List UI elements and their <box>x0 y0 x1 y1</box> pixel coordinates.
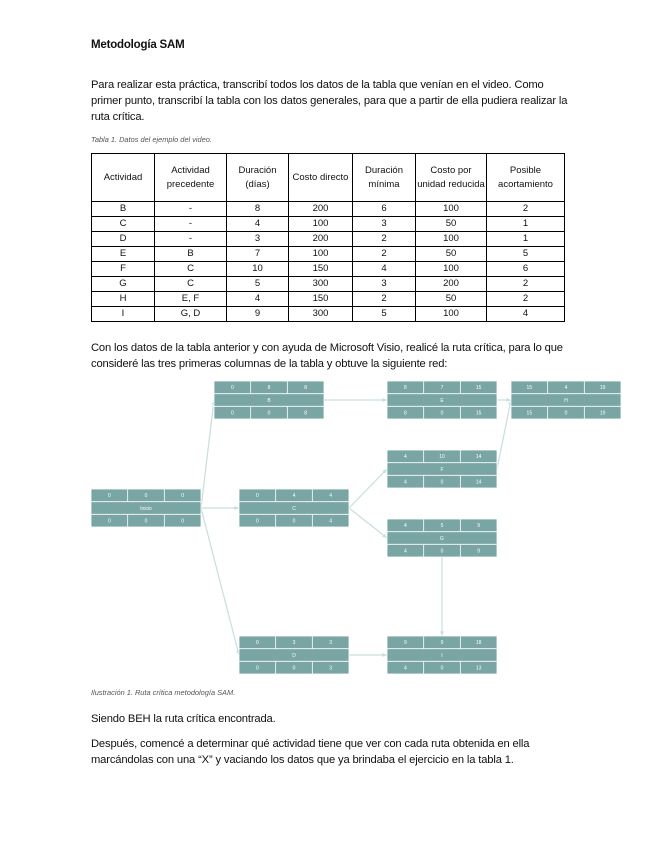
node-top-value: 0 <box>230 385 234 392</box>
node-bottom-value: 9 <box>477 548 481 555</box>
table-header-cell: Actividad precedente <box>155 154 227 202</box>
table-header-cell: Costo por unidad reducida <box>416 154 487 202</box>
node-bottom-value: 13 <box>475 665 482 672</box>
table-caption: Tabla 1. Datos del ejemplo del video. <box>91 135 212 144</box>
node-top-value: 14 <box>475 454 482 461</box>
node-top-value: 9 <box>477 523 481 530</box>
table-cell: 4 <box>353 262 416 277</box>
table-cell: 3 <box>227 232 289 247</box>
table-cell: I <box>92 307 155 322</box>
node-top-value: 4 <box>564 385 568 392</box>
node-top-value: 8 <box>267 385 271 392</box>
table-header-cell: Costo directo <box>289 154 353 202</box>
table-cell: 150 <box>289 292 353 307</box>
edge-arrowhead <box>234 506 239 510</box>
node-bottom-value: 4 <box>403 548 407 555</box>
table-cell: 50 <box>416 292 487 307</box>
intro-paragraph: Para realizar esta práctica, transcribí todos los datos de la tabla que venían en el video. Como primer punto, transcribí la tabla con los datos generales, para que a partir de ella pudiera realizar la ruta crítica. <box>91 79 568 123</box>
table-cell: 100 <box>416 307 487 322</box>
node-bottom-value: 15 <box>526 410 533 417</box>
node-top-value: 8 <box>304 385 308 392</box>
node-activity-name: G <box>440 535 444 542</box>
table-cell: 6 <box>353 202 416 217</box>
table-header-cell: Actividad <box>92 154 155 202</box>
node-activity-name: I <box>441 652 443 659</box>
table-cell: 2 <box>487 202 565 217</box>
table-header-cell: Posible acortamiento <box>487 154 565 202</box>
network-edge <box>201 400 214 508</box>
node-bottom-value: 8 <box>403 410 407 417</box>
table-cell: 9 <box>227 307 289 322</box>
table-cell: 3 <box>353 217 416 232</box>
node-top-value: 3 <box>292 640 296 647</box>
node-activity-name: C <box>292 505 296 512</box>
table-header-cell: Duración (días) <box>227 154 289 202</box>
node-bottom-value: 15 <box>475 410 482 417</box>
table-cell: 100 <box>289 247 353 262</box>
table-cell: 300 <box>289 277 353 292</box>
node-top-value: 19 <box>599 385 606 392</box>
node-top-value: 8 <box>403 385 407 392</box>
table-cell: 2 <box>487 292 565 307</box>
table-cell: 150 <box>289 262 353 277</box>
node-top-value: 0 <box>255 640 259 647</box>
table-cell: 300 <box>289 307 353 322</box>
table-cell: 2 <box>487 277 565 292</box>
table-cell: - <box>155 202 227 217</box>
node-top-value: 7 <box>440 385 444 392</box>
table-cell: D <box>92 232 155 247</box>
network-node-d <box>239 636 349 674</box>
table-cell: 7 <box>227 247 289 262</box>
node-bottom-value: 0 <box>564 410 568 417</box>
node-activity-name: H <box>564 397 568 404</box>
table-cell: - <box>155 232 227 247</box>
table-header-cell: Duración mínima <box>353 154 416 202</box>
network-edge <box>497 400 511 469</box>
node-top-value: 0 <box>144 493 148 500</box>
next-step-paragraph: Después, comencé a determinar qué actividad tiene que ver con cada ruta obtenida en ella marcándolas con una “X” y vaciando los datos que ya brindaba el ejercicio en la tabla 1. <box>91 738 530 766</box>
node-activity-name: E <box>440 397 444 404</box>
node-bottom-value: 0 <box>440 410 444 417</box>
node-activity-name: F <box>440 466 444 473</box>
table-cell: 50 <box>416 217 487 232</box>
network-node-b <box>214 381 324 419</box>
node-top-value: 4 <box>329 493 333 500</box>
node-bottom-value: 14 <box>475 479 482 486</box>
network-intro-paragraph: Con los datos de la tabla anterior y con ayuda de Microsoft Visio, realicé la ruta crítica, para lo que consideré las tres primeras columnas de la tabla y obtuve la siguiente red: <box>91 342 563 370</box>
node-top-value: 0 <box>181 493 185 500</box>
table-cell: C <box>92 217 155 232</box>
node-bottom-value: 0 <box>440 665 444 672</box>
table-cell: 4 <box>227 217 289 232</box>
node-bottom-value: 0 <box>267 410 271 417</box>
table-cell: G, D <box>155 307 227 322</box>
table-cell: H <box>92 292 155 307</box>
critical-path-result: Siendo BEH la ruta crítica encontrada. <box>91 713 276 725</box>
table-cell: 100 <box>416 262 487 277</box>
table-cell: 2 <box>353 232 416 247</box>
node-top-value: 9 <box>440 640 444 647</box>
node-top-value: 9 <box>403 640 407 647</box>
table-cell: 8 <box>227 202 289 217</box>
node-bottom-value: 8 <box>304 410 308 417</box>
node-top-value: 5 <box>440 523 444 530</box>
node-bottom-value: 0 <box>292 518 296 525</box>
node-bottom-value: 4 <box>403 479 407 486</box>
table-cell: 5 <box>227 277 289 292</box>
table-cell: 1 <box>487 217 565 232</box>
table-cell: B <box>92 202 155 217</box>
node-top-value: 4 <box>292 493 296 500</box>
node-bottom-value: 4 <box>403 665 407 672</box>
table-cell: 50 <box>416 247 487 262</box>
network-node-e <box>387 381 497 419</box>
node-bottom-value: 0 <box>255 518 259 525</box>
edge-arrowhead <box>382 398 387 402</box>
node-activity-name: D <box>292 652 296 659</box>
table-cell: 2 <box>353 247 416 262</box>
network-node-g <box>387 519 497 557</box>
node-top-value: 15 <box>526 385 533 392</box>
node-top-value: 0 <box>255 493 259 500</box>
table-cell: 100 <box>416 232 487 247</box>
table-cell: G <box>92 277 155 292</box>
node-bottom-value: 4 <box>329 518 333 525</box>
table-cell: 200 <box>289 202 353 217</box>
table-cell: C <box>155 262 227 277</box>
figure-caption: Ilustración 1. Ruta crítica metodología SAM. <box>91 688 236 697</box>
node-bottom-value: 0 <box>230 410 234 417</box>
node-bottom-value: 0 <box>440 548 444 555</box>
table-cell: 6 <box>487 262 565 277</box>
edge-arrowhead <box>382 653 387 657</box>
table-cell: E <box>92 247 155 262</box>
document-title: Metodología SAM <box>91 39 185 51</box>
table-cell: 5 <box>353 307 416 322</box>
node-bottom-value: 0 <box>292 665 296 672</box>
network-node-c <box>239 489 349 527</box>
table-cell: F <box>92 262 155 277</box>
node-bottom-value: 0 <box>107 518 111 525</box>
node-top-value: 0 <box>107 493 111 500</box>
network-node-i <box>387 636 497 674</box>
network-edge <box>349 469 387 508</box>
table-cell: 3 <box>353 277 416 292</box>
node-bottom-value: 0 <box>255 665 259 672</box>
table-cell: B <box>155 247 227 262</box>
network-node-h <box>511 381 621 419</box>
table-cell: 100 <box>289 217 353 232</box>
table-cell: 100 <box>416 202 487 217</box>
table-cell: 200 <box>289 232 353 247</box>
network-node-f <box>387 450 497 488</box>
network-edge <box>201 508 239 655</box>
node-bottom-value: 0 <box>440 479 444 486</box>
node-activity-name: Inicio <box>140 505 152 512</box>
node-activity-name: B <box>267 397 271 404</box>
edge-arrowhead <box>440 631 444 636</box>
node-bottom-value: 3 <box>329 665 333 672</box>
network-node-inicio <box>91 489 201 527</box>
node-top-value: 4 <box>403 523 407 530</box>
node-top-value: 4 <box>403 454 407 461</box>
table-cell: - <box>155 217 227 232</box>
node-bottom-value: 0 <box>144 518 148 525</box>
table-cell: 10 <box>227 262 289 277</box>
node-bottom-value: 0 <box>181 518 185 525</box>
table-cell: 4 <box>487 307 565 322</box>
table-cell: E, F <box>155 292 227 307</box>
network-edge <box>349 508 387 538</box>
node-top-value: 10 <box>439 454 445 461</box>
node-top-value: 18 <box>475 640 482 647</box>
table-cell: 5 <box>487 247 565 262</box>
table-cell: 1 <box>487 232 565 247</box>
table-cell: C <box>155 277 227 292</box>
node-top-value: 15 <box>475 385 482 392</box>
table-cell: 4 <box>227 292 289 307</box>
node-bottom-value: 19 <box>599 410 606 417</box>
table-cell: 200 <box>416 277 487 292</box>
table-cell: 2 <box>353 292 416 307</box>
node-top-value: 3 <box>329 640 333 647</box>
